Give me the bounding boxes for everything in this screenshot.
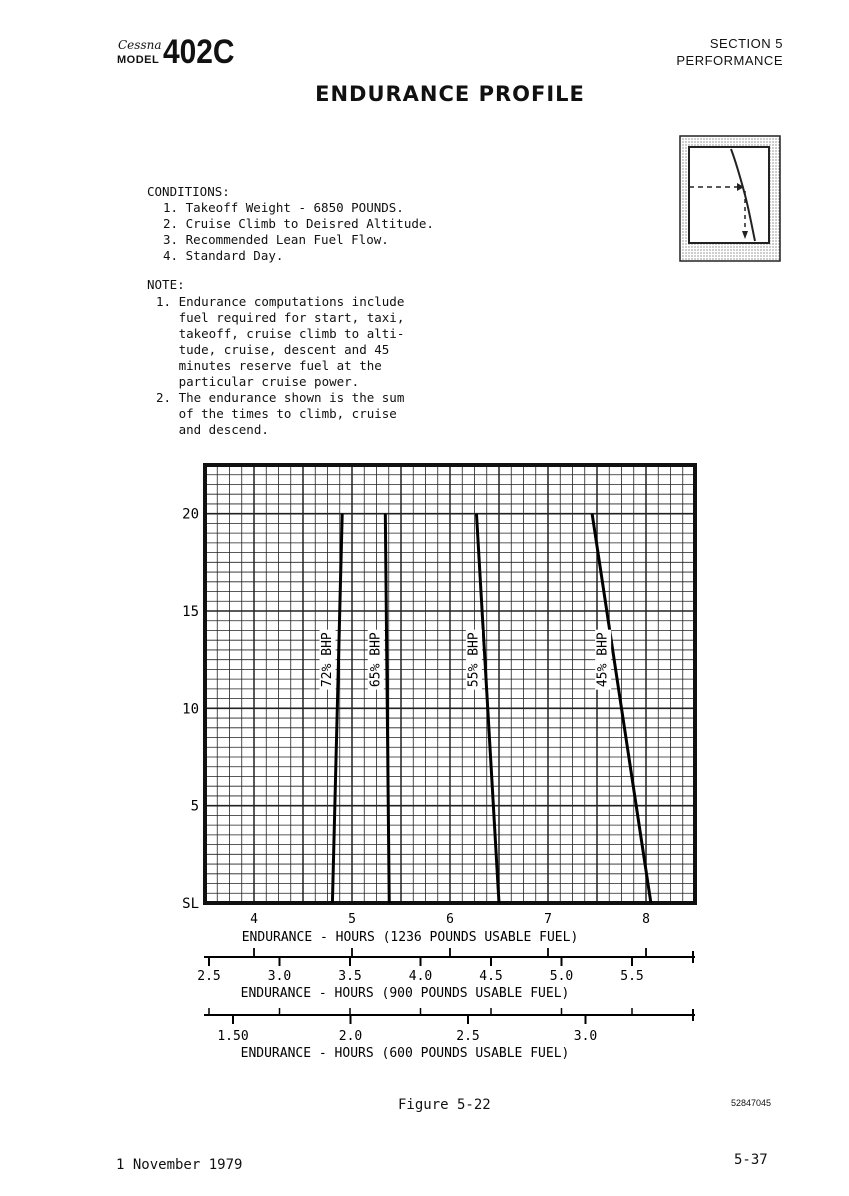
condition-item: 3. Recommended Lean Fuel Flow. xyxy=(163,232,389,247)
note-line: of the times to climb, cruise xyxy=(156,406,397,421)
section-label: SECTION 5 xyxy=(709,36,783,51)
chart-axes xyxy=(182,507,695,1061)
series-label: 45% BHP xyxy=(595,632,611,688)
note-line: takeoff, cruise climb to alti- xyxy=(156,326,405,341)
note-line: minutes reserve fuel at the xyxy=(156,358,382,373)
figure-caption: Figure 5-22 xyxy=(398,1097,491,1113)
x-tick-label: 5 xyxy=(348,912,356,927)
conditions-heading: CONDITIONS: xyxy=(147,184,230,199)
scale-tick-label: 5.0 xyxy=(549,969,574,984)
scale-tick-label: 3.0 xyxy=(267,969,292,984)
x-tick-label: 7 xyxy=(544,912,552,927)
note-line: 2. The endurance shown is the sum xyxy=(156,390,405,405)
scale-tick-label: 4.5 xyxy=(479,969,503,984)
x-tick-label: 6 xyxy=(446,912,454,927)
scale-tick-label: 2.5 xyxy=(197,969,221,984)
note-heading: NOTE: xyxy=(147,277,185,292)
scale-tick-label: 5.5 xyxy=(620,969,644,984)
model-number: 402C xyxy=(163,33,235,71)
note-line: fuel required for start, taxi, xyxy=(156,310,405,325)
note-line: 1. Endurance computations include xyxy=(156,294,405,309)
note-line: and descend. xyxy=(156,422,269,437)
y-tick-label: 10 xyxy=(182,701,199,718)
figure-code: 52847045 xyxy=(731,1098,772,1108)
condition-item: 4. Standard Day. xyxy=(163,248,284,263)
x-axis-label: ENDURANCE - HOURS (1236 POUNDS USABLE FUEL) xyxy=(241,930,579,945)
x-tick-label: 4 xyxy=(250,912,258,927)
model-label: MODEL xyxy=(117,54,160,66)
scale-tick-label: 2.0 xyxy=(338,1029,363,1044)
series-label: 65% BHP xyxy=(368,632,384,688)
note-line: particular cruise power. xyxy=(156,374,360,389)
y-tick-label: 20 xyxy=(182,506,199,523)
scale-tick-label: 3.5 xyxy=(338,969,362,984)
footer-date: 1 November 1979 xyxy=(116,1157,243,1173)
scale-tick-label: 3.0 xyxy=(573,1029,598,1044)
y-tick-label: 15 xyxy=(182,604,199,620)
series-label: 72% BHP xyxy=(320,632,336,688)
series-label: 55% BHP xyxy=(466,632,482,688)
scale-axis-label: ENDURANCE - HOURS (900 POUNDS USABLE FUEL) xyxy=(240,986,570,1001)
scale-tick-label: 4.0 xyxy=(408,969,433,984)
y-tick-label: SL xyxy=(182,896,199,912)
chart-grid xyxy=(205,465,695,903)
page-title: ENDURANCE PROFILE xyxy=(315,82,585,106)
note-line: tude, cruise, descent and 45 xyxy=(156,342,390,357)
x-tick-label: 8 xyxy=(642,912,650,927)
scale-tick-label: 1.50 xyxy=(217,1029,249,1044)
condition-item: 1. Takeoff Weight - 6850 POUNDS. xyxy=(163,200,404,215)
cessna-logo: Cessna xyxy=(118,38,162,52)
page-number: 5-37 xyxy=(734,1152,768,1168)
condition-item: 2. Cruise Climb to Deisred Altitude. xyxy=(163,216,434,231)
y-tick-label: 5 xyxy=(190,798,199,815)
scale-tick-label: 2.5 xyxy=(456,1029,480,1044)
scale-axis-label: ENDURANCE - HOURS (600 POUNDS USABLE FUEL) xyxy=(240,1046,570,1061)
section-subtitle: PERFORMANCE xyxy=(676,53,783,68)
